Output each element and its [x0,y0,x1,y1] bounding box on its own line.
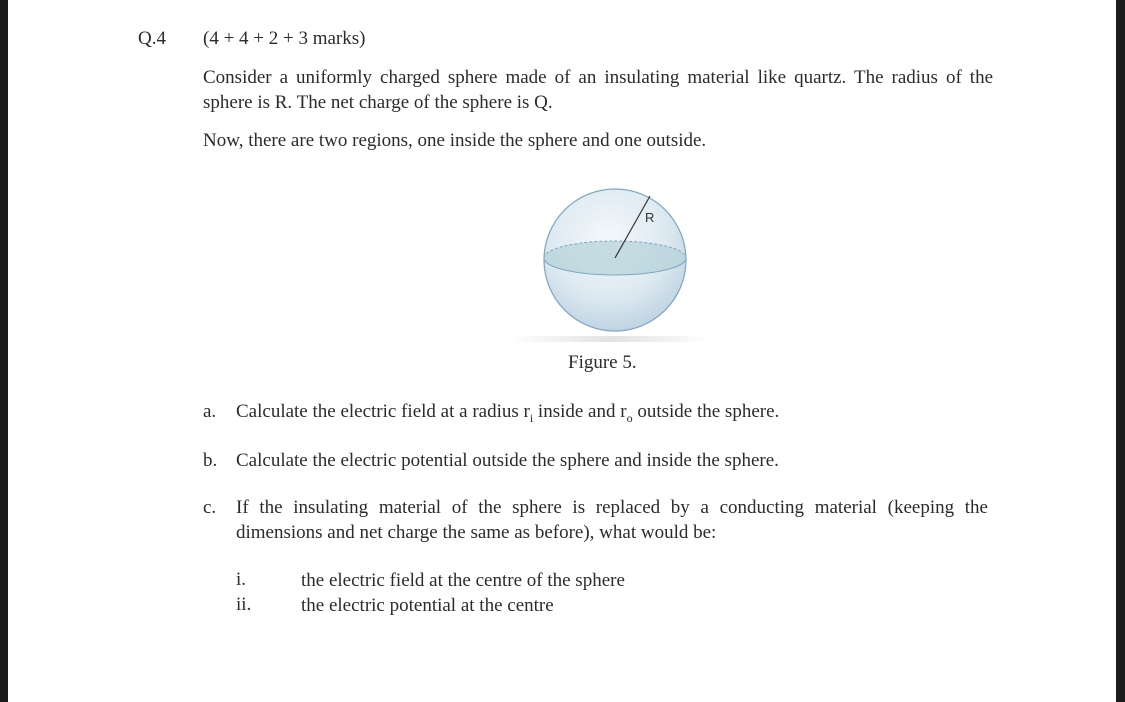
sub-item-label: ii. [236,594,252,615]
part-c-label: c. [203,497,217,518]
part-b-text: Calculate the electric potential outside the sphere and inside the sphere. [236,450,779,471]
part-a-label: a. [203,401,217,422]
sub-item-text: the electric field at the centre of the sphere [301,570,625,591]
question-number: Q.4 [138,28,166,49]
sub-item-text: the electric potential at the centre [301,595,554,616]
regions-paragraph: Now, there are two regions, one inside the sphere and one outside. [203,130,707,151]
part-a-text: Calculate the electric field at a radius $r_i$ inside and $r_o$ outside the sphere. [236,401,780,425]
intro-paragraph: Consider a uniformly charged sphere made of an insulating material like quartz. The radius of the sphere is R. The net charge of the sphere is Q. [203,67,993,113]
sub-item-label: i. [236,569,247,590]
sphere-figure [498,180,718,350]
part-b-label: b. [203,450,218,471]
figure-floor-shadow [510,336,712,342]
part-c-text: If the insulating material of the sphere is replaced by a conducting material (keeping the dimensions and net charge the same as before), what would be: [236,497,988,543]
document-page [8,0,1116,702]
figure-caption: Figure 5. [568,352,637,373]
marks-allocation: (4 + 4 + 2 + 3 marks) [203,28,366,49]
radius-label: R [645,210,655,225]
